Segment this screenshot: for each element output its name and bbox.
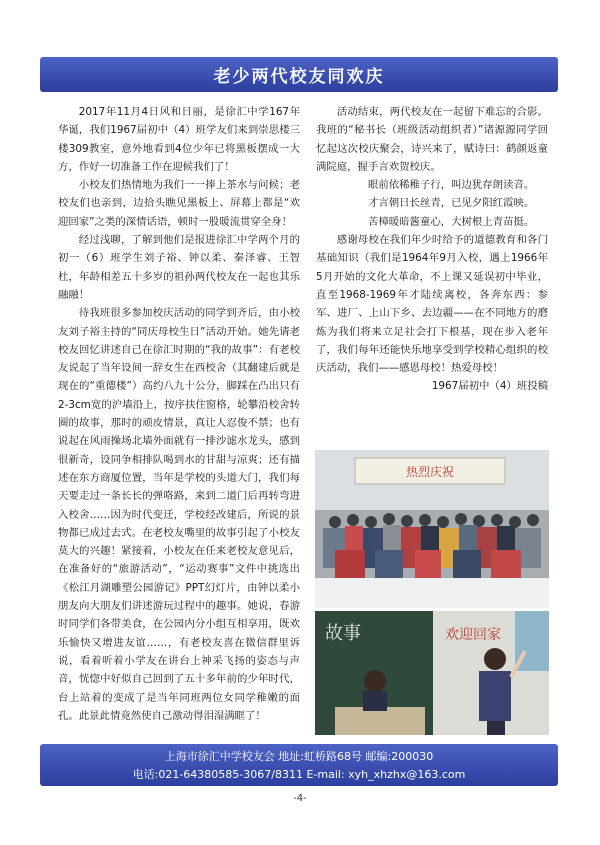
banner-text: 热烈庆祝 bbox=[405, 465, 455, 479]
footer-banner bbox=[40, 744, 558, 786]
classroom-photo-illustration bbox=[315, 611, 549, 735]
paragraph: 经过浅聊，了解到他们是报进徐汇中学两个月的初一（6）班学生刘子裕、钟以柔、秦泽睿、王智杜，年龄相差五十多岁的祖孙两代校友在一起也其乐融融！ bbox=[58, 234, 300, 301]
paragraph: 感谢母校在我们年少时给予的道德教育和各门基础知识（我们是1964年9月入校，遇上1966年5月开始的文化大革命，不上课又延误初中毕业，直至1968-1969年才陆续离校，各奔东西：参军、进厂、上山下乡、去边疆——在不同地方的磨炼为我们将来立足社会打下根基，现在步入老年了，我们每年还能快乐地享受到学校精心组织的校庆活动，我们——感恩母校！热爱母校！ bbox=[316, 234, 548, 375]
poem-line: 才言朝日长丝青，已见夕阳红霞映。 bbox=[367, 197, 535, 210]
right-column bbox=[316, 103, 548, 396]
board-right-text: 欢迎回家 bbox=[445, 627, 501, 643]
footer-line-1: 上海市徐汇中学校友会 地址:虹桥路68号 邮编:200030 bbox=[164, 750, 434, 763]
poem-line: 眼前依稀稚子行，叫边犹存朗读音。 bbox=[367, 179, 535, 192]
footer-line-2: 电话:021-64380585-3067/8311 E-mail: xyh_xhzhx@163.com bbox=[132, 768, 466, 781]
left-column bbox=[58, 103, 300, 725]
title-banner bbox=[40, 57, 558, 92]
board-left-text: 故事 bbox=[325, 623, 361, 644]
group-photo bbox=[315, 450, 549, 608]
paragraph: 小校友们热情地为我们一一捧上茶水与问候；老校友们也亲到，边拾头瞧见黑板上、屏幕上都是“欢迎回家”之类的深情话语，顿时一股暖流贯穿全身！ bbox=[58, 179, 300, 228]
group-photo-illustration bbox=[315, 450, 549, 608]
paragraph: 待我班很多参加校庆活动的同学到齐后，由小校友刘子裕主持的“同庆母校生日”活动开始。她先请老校友回忆讲述自己在徐汇时期的“我的故事”：有老校友说起了当年设间一辞女生在西校舍（其翻建后就是现在的“重德楼”）高约八九十公分，脚踩在凸出只有2-3cm宽的沪墙沿上，按序扶住窗格，轮攀沿校舍转圈的故事，那时的顽皮情景，真让人忍俊不禁；也有说起在风雨操场北墙外面就有一排沙滤水龙头，感到很新奇，设同争相排队喝到水的甘甜与凉爽；还有描述在东方商厦位置，当年是学校的头道大门，我们每天要走过一条长长的弹咯路，来到二道门后再转弯进入校舍……因为时代变迁，学校经改建后，所说的景物都已成过去式。在老校友嘴里的故事引起了小校友莫大的兴趣！紧接着，小校友在任来老校友意见后，在准备好的“旅游活动”，“运动赛事”文件中挑选出《松江月湖雕塑公园游记》PPT幻灯片，由钟以柔小朋友向大朋友们讲述游玩过程中的趣事。她说，春游时同学们各带美食，在公园内分小组互相享用，既欢乐愉快又增进友谊……，有老校友喜在微信群里诉说，看着听着小学友在讲台上神采飞扬的姿态与声音，恍惚中好似自己回到了五十多年前的少年时代，台上站着的变成了是当年同班两位女同学稚嫩的面孔。此景此情竟然使自己激动得泪湿满眶了！ bbox=[58, 307, 300, 722]
page-title: 老少两代校友同欢庆 bbox=[213, 67, 385, 87]
paragraph: 活动结束，两代校友在一起留下难忘的合影。我班的“秘书长（班级活动组织者）”诸源源同学回忆起这次校庆聚会，诗兴来了，赋诗曰：鹤颜返童满院庭，握手言欢贺校庆。 bbox=[316, 106, 548, 173]
page-number: -4- bbox=[293, 793, 307, 804]
signature: 1967届初中（4）班投稿 bbox=[431, 380, 548, 393]
paragraph: 2017年11月4日风和日丽，是徐汇中学167年华诞，我们1967届初中（4）班学友们来到崇思楼三楼309教室，意外地看到4位少年已将黑板摆成一大方，作好一切准备工作在迎候我们了！ bbox=[58, 106, 300, 173]
classroom-photo bbox=[315, 611, 549, 735]
poem-line: 苦樟暖暗酱童心，大树根上青苗挺。 bbox=[367, 215, 535, 228]
